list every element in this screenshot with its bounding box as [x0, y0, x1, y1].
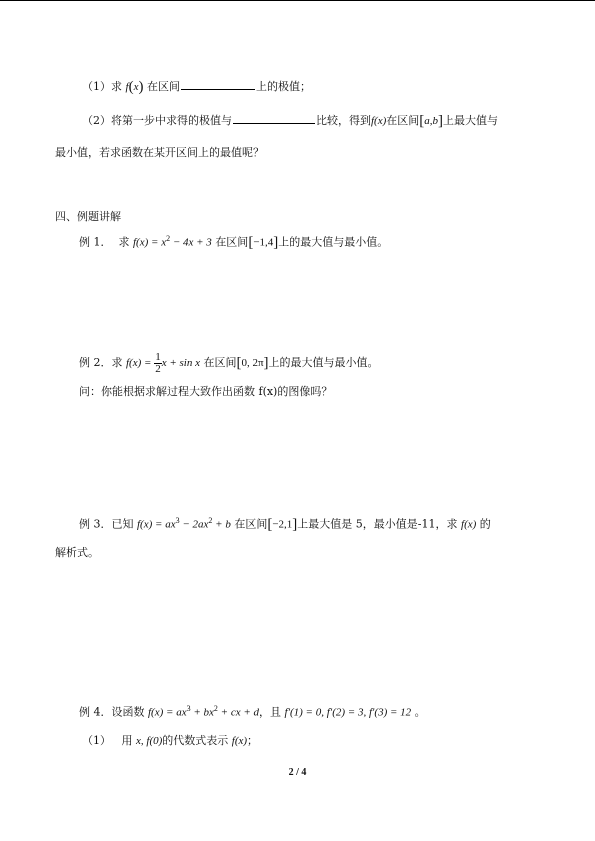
example-3-continued: 解析式。 — [55, 546, 99, 559]
example-4: 例 4．设函数 $f(x) = ax^3 + bx^2$ + cx + d，且 f′(1) = 0, f′(2) = 3, f′(3) = 12 。 — [79, 704, 426, 719]
header-rule — [0, 0, 595, 1]
example-1: 例 1． 求 $f(x) = x^2 - 4x + 3$ 在区间[−1,4]上的最大值与最小值。 — [79, 234, 389, 251]
fill-blank-2[interactable] — [233, 112, 315, 124]
fill-blank-1[interactable] — [181, 78, 255, 90]
section-title: 四、例题讲解 — [55, 210, 121, 223]
graph-question: 问：你能根据求解过程大致作出函数 f(x)的图像吗？ — [79, 385, 333, 398]
example-3: 例 3．已知 $f(x) = ax^3 - 2ax^2 + b$ 在区间[−2,1]上最大值是 5，最小值是-11，求 f(x) 的 — [79, 516, 491, 533]
question-2: （2）将第一步中求得的极值与 比较，得到f(x)在区间[a,b]上最大值与 — [82, 113, 499, 129]
page-number: 2 / 4 — [288, 767, 307, 778]
question-2-continued: 最小值，若求函数在某开区间上的最值呢？ — [55, 146, 264, 159]
example-2: 例 2．求 f(x) = $\frac{1}{2}$ x + sin x 在区间[0, 2π]上的最大值与最小值。 — [79, 350, 379, 375]
example-4-part-1: （1） 用 x, f(0)的代数式表示 f(x)； — [82, 734, 259, 747]
question-1: （1）求 f(x) 在区间 上的极值； — [82, 79, 311, 95]
fraction-one-half: $\frac{1}{2}$ — [155, 350, 161, 375]
